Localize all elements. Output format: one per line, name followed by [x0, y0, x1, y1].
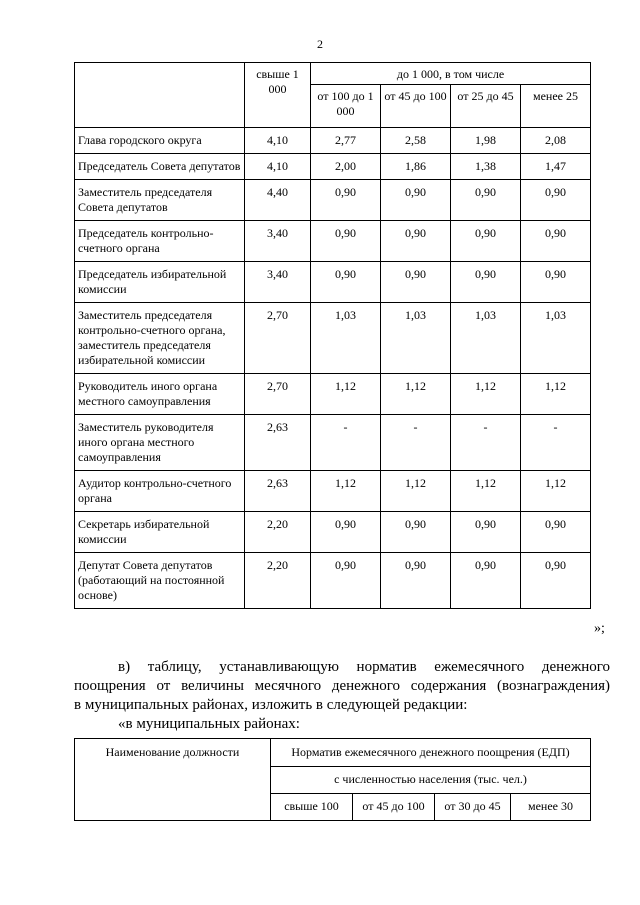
table-row: [75, 221, 591, 262]
paragraph-line: «в муниципальных районах:: [118, 716, 300, 732]
norm-value-cell: 3,40: [245, 262, 311, 303]
norm-value-cell: 0,90: [451, 221, 521, 262]
header-empty-cell: [75, 63, 245, 128]
header-above-1000: свыше 1 000: [245, 63, 311, 128]
table-row: [75, 553, 591, 609]
norm-value-cell: 2,70: [245, 303, 311, 374]
table-row: [75, 374, 591, 415]
norm-value-cell: 0,90: [451, 262, 521, 303]
norm-value-cell: 0,90: [311, 553, 381, 609]
header-sub-cell: от 30 до 45: [435, 794, 511, 821]
norm-value-cell: 0,90: [521, 180, 591, 221]
norm-value-cell: 1,12: [381, 471, 451, 512]
position-name-cell: Заместитель председателя Совета депутатов: [75, 180, 245, 221]
table-header-row: [75, 739, 591, 767]
norm-value-cell: -: [311, 415, 381, 471]
quote-close: »;: [594, 621, 605, 636]
norm-value-cell: 4,10: [245, 128, 311, 154]
norm-value-cell: 2,77: [311, 128, 381, 154]
norm-value-cell: 0,90: [311, 512, 381, 553]
norm-value-cell: 2,20: [245, 512, 311, 553]
norm-value-cell: 2,00: [311, 154, 381, 180]
position-name-cell: Заместитель руководителя иного органа местного самоуправления: [75, 415, 245, 471]
norm-value-cell: -: [521, 415, 591, 471]
norm-value-cell: 3,40: [245, 221, 311, 262]
position-name-cell: Глава городского округа: [75, 128, 245, 154]
norm-value-cell: 2,63: [245, 415, 311, 471]
table-row: [75, 415, 591, 471]
norm-value-cell: 1,12: [521, 374, 591, 415]
table-row: [75, 154, 591, 180]
norm-value-cell: 1,12: [381, 374, 451, 415]
norm-value-cell: 1,98: [451, 128, 521, 154]
norm-value-cell: 0,90: [451, 180, 521, 221]
paragraph-line: в) таблицу, устанавливающую норматив ежемесячного денежного: [118, 659, 610, 675]
header-sub-cell: от 45 до 100: [381, 85, 451, 128]
norm-value-cell: 1,12: [451, 374, 521, 415]
position-name-cell: Руководитель иного органа местного самоуправления: [75, 374, 245, 415]
norm-value-cell: 0,90: [381, 553, 451, 609]
norm-value-cell: 4,10: [245, 154, 311, 180]
header-sub-cell: от 25 до 45: [451, 85, 521, 128]
norm-value-cell: 0,90: [451, 512, 521, 553]
norm-value-cell: 1,12: [311, 374, 381, 415]
table-row: [75, 128, 591, 154]
norm-value-cell: 2,20: [245, 553, 311, 609]
norm-value-cell: -: [381, 415, 451, 471]
norm-value-cell: 0,90: [381, 262, 451, 303]
position-name-cell: Заместитель председателя контрольно-счетного органа, заместитель председателя избирательной комиссии: [75, 303, 245, 374]
norm-value-cell: 0,90: [311, 180, 381, 221]
table-row: [75, 262, 591, 303]
norm-table-city-districts: [74, 62, 591, 609]
header-population: с численностью населения (тыс. чел.): [271, 767, 591, 794]
norm-value-cell: 0,90: [381, 221, 451, 262]
norm-value-cell: 2,08: [521, 128, 591, 154]
norm-value-cell: 1,03: [521, 303, 591, 374]
norm-value-cell: 1,03: [381, 303, 451, 374]
table-row: [75, 180, 591, 221]
table-row: [75, 512, 591, 553]
norm-value-cell: 2,70: [245, 374, 311, 415]
header-position-name: Наименование должности: [75, 739, 271, 821]
norm-value-cell: 2,63: [245, 471, 311, 512]
header-sub-cell: от 100 до 1 000: [311, 85, 381, 128]
table-body: [75, 128, 591, 609]
position-name-cell: Председатель контрольно-счетного органа: [75, 221, 245, 262]
paragraph-line: поощрения от величины месячного денежного содержания (вознаграждения): [74, 678, 610, 694]
norm-table-municipal-districts: [74, 738, 591, 821]
table-header-row: [75, 63, 591, 85]
norm-value-cell: 0,90: [451, 553, 521, 609]
norm-value-cell: 0,90: [521, 262, 591, 303]
norm-value-cell: 1,86: [381, 154, 451, 180]
table-row: [75, 303, 591, 374]
norm-value-cell: 0,90: [381, 180, 451, 221]
page-number: 2: [317, 37, 323, 51]
position-name-cell: Секретарь избирательной комиссии: [75, 512, 245, 553]
norm-value-cell: 1,47: [521, 154, 591, 180]
norm-value-cell: 0,90: [381, 512, 451, 553]
norm-value-cell: 0,90: [311, 262, 381, 303]
header-sub-cell: от 45 до 100: [353, 794, 435, 821]
norm-value-cell: 1,12: [451, 471, 521, 512]
norm-value-cell: -: [451, 415, 521, 471]
norm-value-cell: 4,40: [245, 180, 311, 221]
norm-value-cell: 1,12: [521, 471, 591, 512]
norm-value-cell: 2,58: [381, 128, 451, 154]
norm-value-cell: 0,90: [521, 512, 591, 553]
position-name-cell: Председатель Совета депутатов: [75, 154, 245, 180]
paragraph-line: в муниципальных районах, изложить в следующей редакции:: [74, 697, 468, 713]
norm-value-cell: 1,03: [311, 303, 381, 374]
norm-value-cell: 0,90: [521, 221, 591, 262]
norm-value-cell: 1,12: [311, 471, 381, 512]
position-name-cell: Депутат Совета депутатов (работающий на постоянной основе): [75, 553, 245, 609]
header-sub-cell: свыше 100: [271, 794, 353, 821]
header-norm: Норматив ежемесячного денежного поощрения (ЕДП): [271, 739, 591, 767]
position-name-cell: Председатель избирательной комиссии: [75, 262, 245, 303]
norm-value-cell: 1,03: [451, 303, 521, 374]
header-sub-cell: менее 25: [521, 85, 591, 128]
table-row: [75, 471, 591, 512]
norm-value-cell: 0,90: [521, 553, 591, 609]
norm-value-cell: 1,38: [451, 154, 521, 180]
position-name-cell: Аудитор контрольно-счетного органа: [75, 471, 245, 512]
header-up-to-1000: до 1 000, в том числе: [311, 63, 591, 85]
norm-value-cell: 0,90: [311, 221, 381, 262]
header-sub-cell: менее 30: [511, 794, 591, 821]
